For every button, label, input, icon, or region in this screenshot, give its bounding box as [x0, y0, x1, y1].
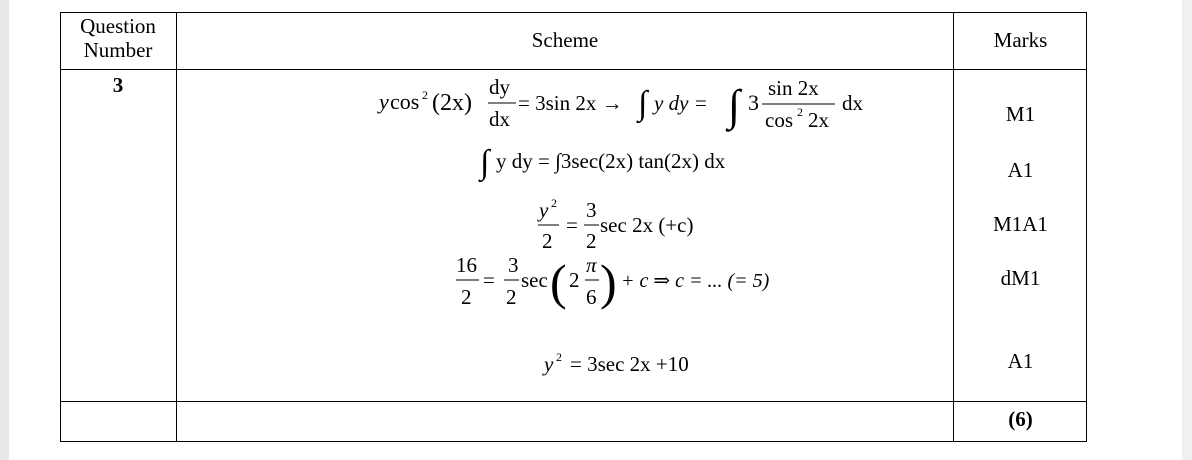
eq4-n3: 3 — [508, 253, 519, 277]
header-question-number — [60, 14, 176, 62]
eq4-right-paren: ) — [600, 254, 617, 310]
eq3-pow: 2 — [551, 196, 557, 210]
eq1-coef: 3 — [748, 90, 759, 115]
header-marks: Marks — [993, 28, 1048, 52]
total-marks: (6) — [1008, 407, 1033, 431]
mark-line-1: M1 — [1005, 102, 1036, 126]
eq1-arg: (2x) — [432, 90, 472, 116]
table-top-border — [60, 12, 1087, 13]
eq1-dy: dy — [489, 75, 510, 99]
eq4-pi: π — [586, 253, 597, 277]
eq3-num-3: 3 — [586, 198, 597, 222]
header-scheme: Scheme — [531, 28, 599, 52]
eq1-dx: dx — [489, 107, 510, 131]
eq4-left-paren: ( — [550, 254, 567, 310]
eq3-equals: = — [566, 213, 578, 237]
eq1-tail-dx: dx — [842, 91, 863, 115]
eq1-frac-num: sin 2x — [768, 76, 819, 100]
eq4-two: 2 — [569, 268, 580, 292]
eq1-integral-1: ∫ — [638, 85, 648, 122]
equation-line-5 — [542, 350, 689, 376]
eq4-n16: 16 — [456, 253, 477, 277]
mark-line-3: M1A1 — [993, 212, 1048, 236]
eq2-integral: ∫ — [480, 144, 490, 181]
eq4-sec: sec — [521, 268, 548, 292]
scheme-equations — [176, 70, 953, 400]
table-bottom-border — [60, 441, 1087, 442]
mark-line-2: A1 — [1007, 158, 1034, 182]
scheme-working — [176, 70, 953, 400]
mark-line-4: dM1 — [1000, 266, 1041, 290]
equation-line-2 — [478, 144, 726, 183]
mark-scheme-table — [60, 12, 1087, 442]
equation-line-1 — [377, 75, 864, 132]
eq3-den-2: 2 — [586, 229, 597, 253]
eq1-rhs: = 3sin 2x → — [518, 91, 623, 115]
eq3-den-1: 2 — [542, 229, 553, 253]
eq4-d2a: 2 — [461, 285, 472, 309]
eq1-y: y — [379, 89, 389, 114]
eq2-text: y dy = ∫3sec(2x) tan(2x) dx — [496, 149, 726, 173]
eq5-y: y — [544, 352, 554, 376]
right-margin-strip — [1182, 0, 1192, 460]
eq4-d2b: 2 — [506, 285, 517, 309]
eq1-integral-2: ∫ — [728, 81, 741, 130]
eq4-tail: + c ⇒ c = ... (= 5) — [621, 270, 770, 292]
header-number-line: Number — [83, 38, 153, 62]
total-row-divider — [60, 401, 1087, 402]
eq1-frac-den-pow: 2 — [797, 105, 803, 119]
eq4-equals: = — [483, 268, 495, 292]
eq5-pow: 2 — [556, 350, 562, 364]
header-question-line: Question — [80, 14, 156, 38]
eq3-num-y: y — [539, 198, 549, 222]
eq1-int-lhs: y dy = — [654, 91, 708, 115]
eq1-frac-den: cos — [765, 108, 793, 132]
left-margin-strip — [0, 0, 9, 460]
eq5-rest: = 3sec 2x +10 — [570, 352, 689, 376]
equation-line-4 — [456, 253, 770, 310]
equation-line-3 — [537, 196, 693, 253]
eq4-six: 6 — [586, 285, 597, 309]
eq3-rest: sec 2x (+c) — [600, 213, 694, 237]
eq1-cos: cos — [390, 89, 420, 114]
question-number: 3 — [112, 73, 124, 97]
eq1-pow: 2 — [422, 88, 428, 102]
mark-line-5: A1 — [1007, 349, 1034, 373]
eq1-frac-den-arg: 2x — [808, 108, 829, 132]
